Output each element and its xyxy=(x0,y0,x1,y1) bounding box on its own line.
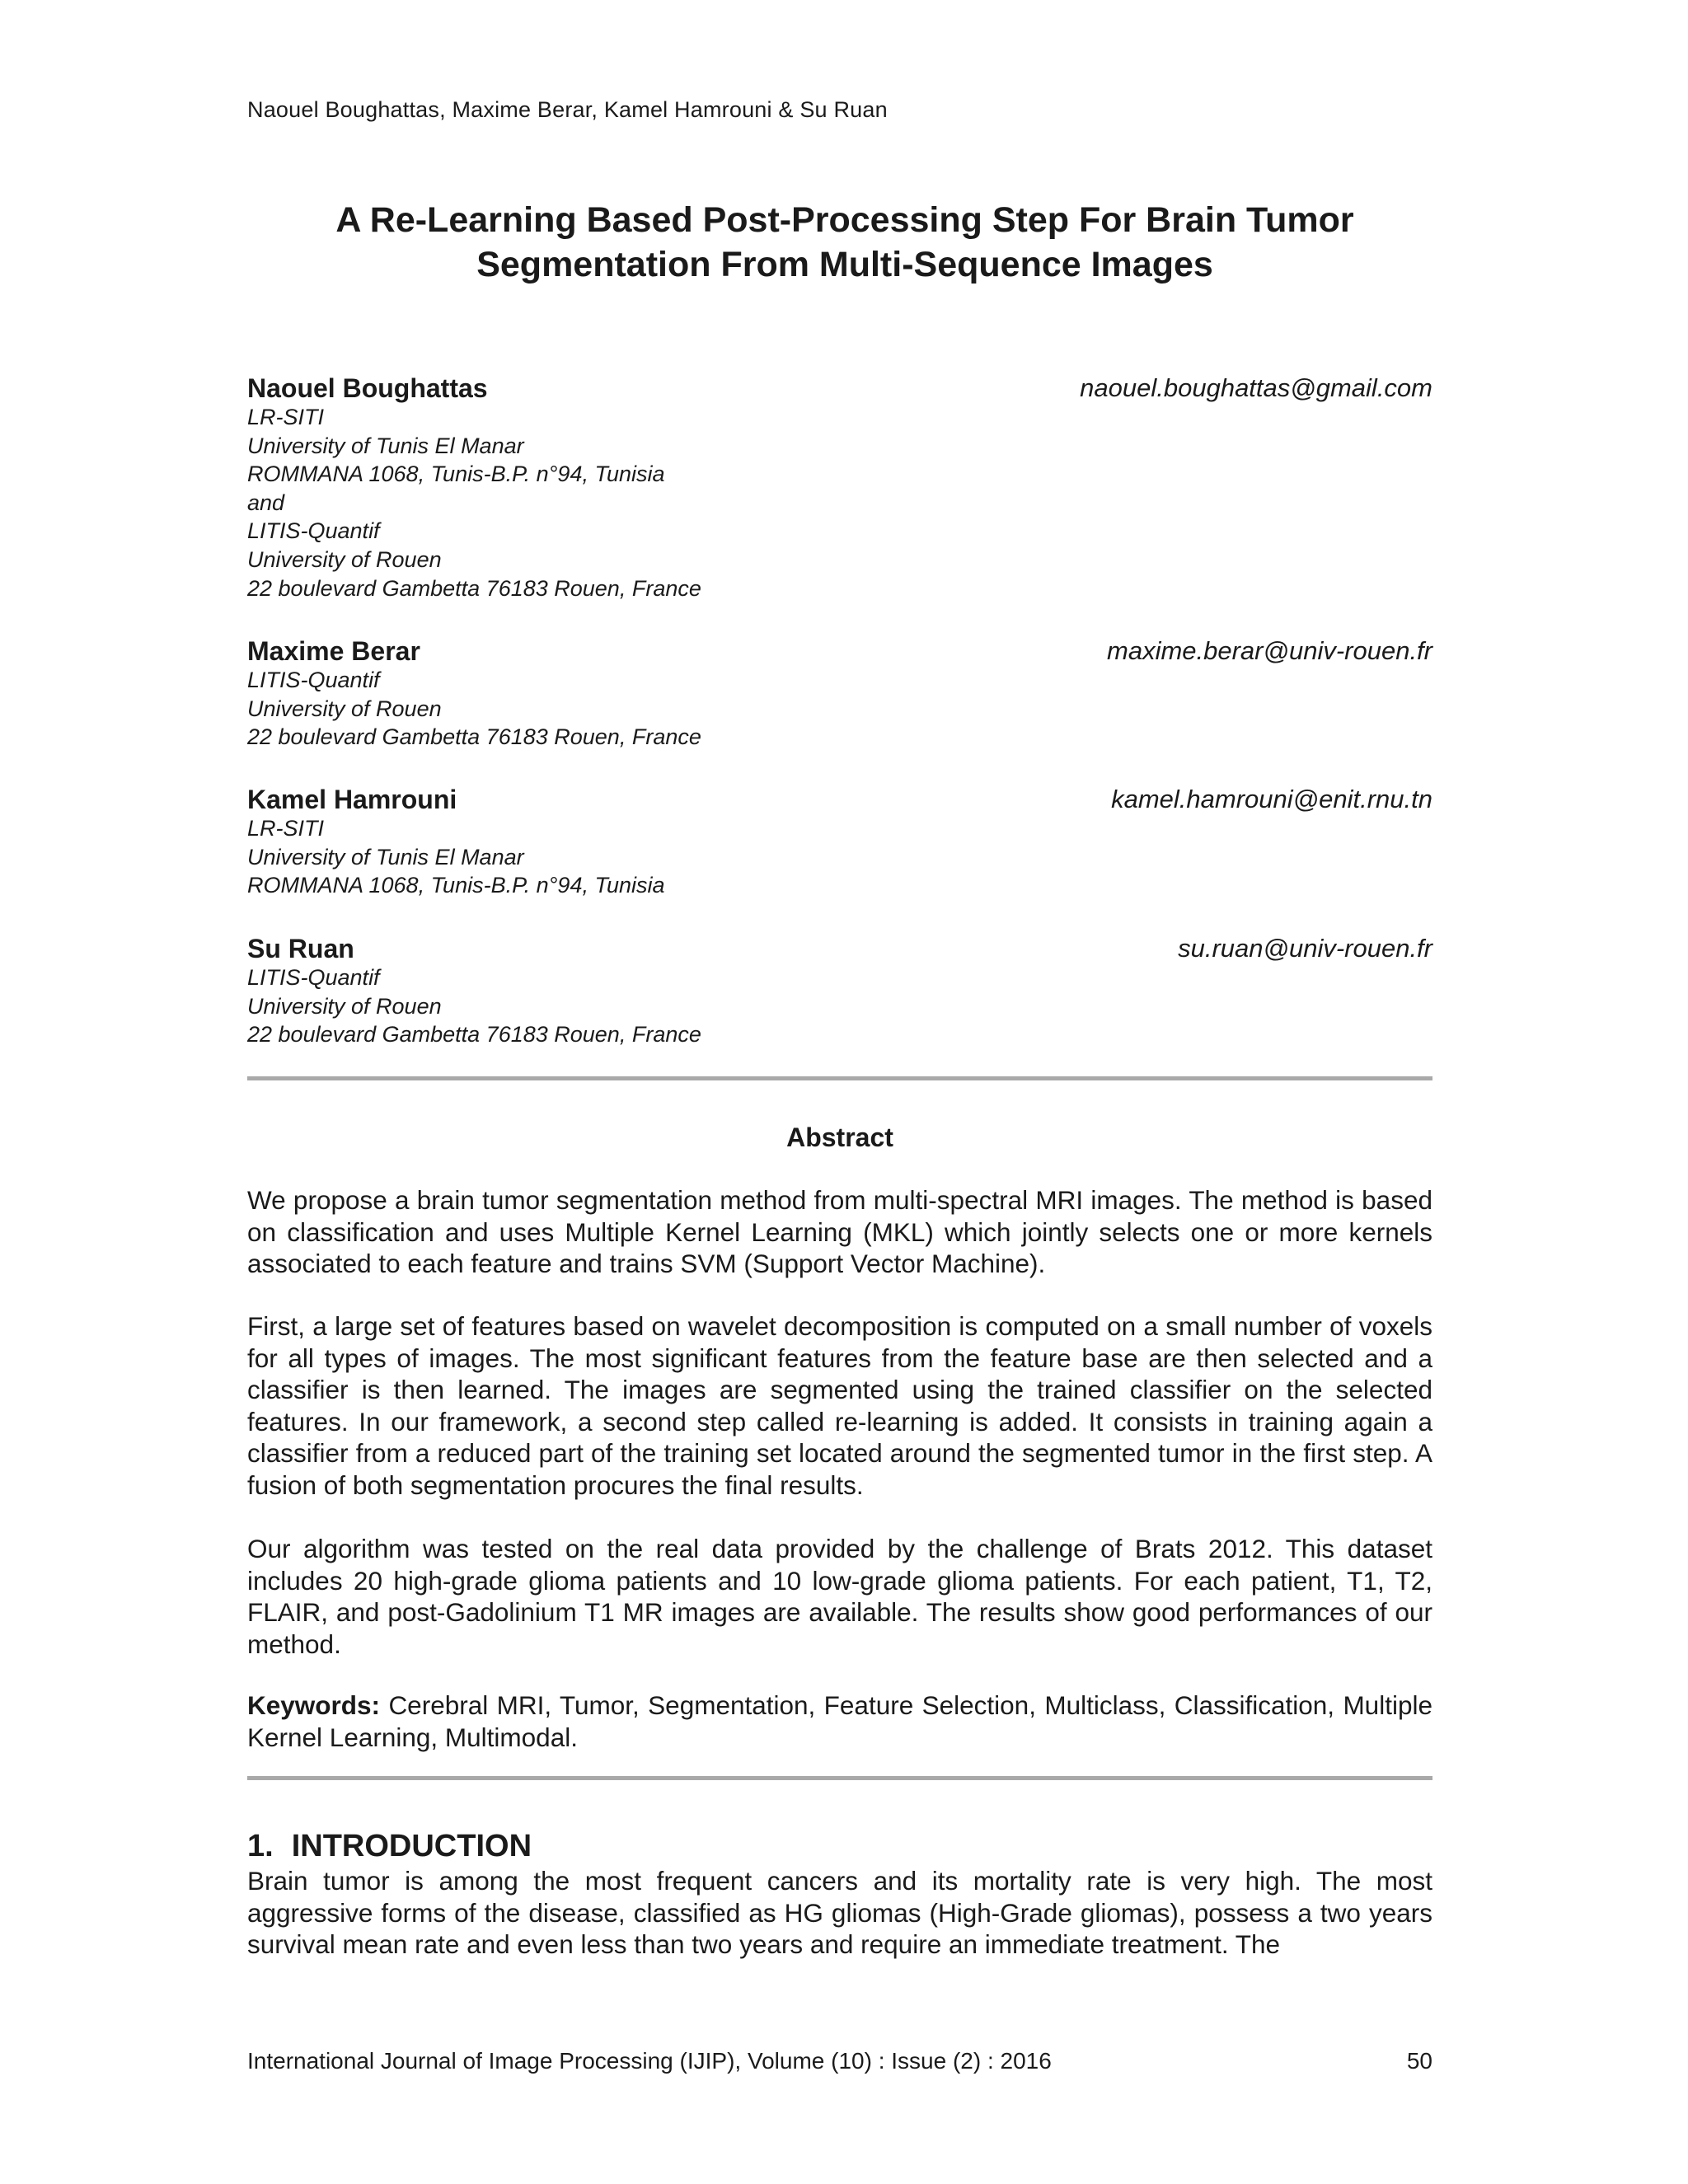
author-name: Su Ruan xyxy=(247,934,354,963)
affiliation-line: and xyxy=(247,490,285,515)
author-block-3 xyxy=(247,785,1432,900)
abstract-paragraph-3: Our algorithm was tested on the real data provided by the challenge of Brats 2012. This dataset includes 20 high-grade glioma patients and 10 low-grade glioma patients. For each patient, T1, T2, FLAIR, and post-Gadolinium T1 MR images are available. The results show good performances of our method. xyxy=(247,1534,1432,1659)
keywords-label: Keywords: xyxy=(247,1690,381,1720)
author-email[interactable]: kamel.hamrouni@enit.rnu.tn xyxy=(1111,785,1432,813)
abstract-paragraph-2: First, a large set of features based on wavelet decomposition is computed on a small number of voxels for all types of images. The most significant features from the feature base are then selected and a classifier is then learned. The images are segmented using the trained classifier on the selected features. In our framework, a second step called re-learning is added. It consists in training again a classifier from a reduced part of the training set located around the segmented tumor in the first step. A fusion of both segmentation procures the final results. xyxy=(247,1311,1432,1500)
affiliation-line: LR-SITI xyxy=(247,816,325,841)
author-block-4 xyxy=(247,934,1432,1049)
affiliation-line: University of Tunis El Manar xyxy=(247,844,524,869)
author-block-1 xyxy=(247,373,1432,602)
affiliation-line: University of Tunis El Manar xyxy=(247,433,524,458)
title-line-2: Segmentation From Multi-Sequence Images xyxy=(476,245,1213,284)
title-line-1: A Re-Learning Based Post-Processing Step For Brain Tumor xyxy=(335,200,1354,240)
affiliation-line: LR-SITI xyxy=(247,405,325,429)
affiliation-line: ROMMANA 1068, Tunis-B.P. n°94, Tunisia xyxy=(247,873,665,898)
affiliation-line: 22 boulevard Gambetta 76183 Rouen, France xyxy=(247,1022,701,1047)
author-name: Kamel Hamrouni xyxy=(247,785,457,814)
page-number: 50 xyxy=(1406,2048,1432,2074)
author-affiliation xyxy=(247,403,1432,602)
page-footer xyxy=(247,2047,1432,2075)
author-affiliation xyxy=(247,963,1432,1049)
introduction-paragraph: Brain tumor is among the most frequent cancers and its mortality rate is very high. The most aggressive forms of the disease, classified as HG gliomas (High-Grade gliomas), possess a two years survival mean rate and even less than two years and require an immediate treatment. The xyxy=(247,1866,1432,1960)
abstract-heading: Abstract xyxy=(786,1122,893,1152)
section-title: INTRODUCTION xyxy=(291,1829,532,1863)
section-heading-introduction xyxy=(247,1828,532,1864)
author-block-2 xyxy=(247,636,1432,752)
author-name: Naouel Boughattas xyxy=(247,373,488,403)
affiliation-line: University of Rouen xyxy=(247,696,442,721)
divider-top xyxy=(247,1076,1432,1080)
affiliation-line: LITIS-Quantif xyxy=(247,965,380,990)
affiliation-line: University of Rouen xyxy=(247,993,442,1019)
author-email[interactable]: maxime.berar@univ-rouen.fr xyxy=(1107,636,1432,665)
affiliation-line: LITIS-Quantif xyxy=(247,668,380,692)
author-email[interactable]: su.ruan@univ-rouen.fr xyxy=(1178,934,1432,963)
affiliation-line: 22 boulevard Gambetta 76183 Rouen, France xyxy=(247,724,701,750)
keywords-text: Cerebral MRI, Tumor, Segmentation, Feature Selection, Multiclass, Classification, Multiple Kernel Learning, Multimodal. xyxy=(247,1690,1432,1752)
affiliation-line: University of Rouen xyxy=(247,546,442,572)
divider-bottom xyxy=(247,1776,1432,1780)
keywords xyxy=(247,1690,1432,1753)
abstract-paragraph-1: We propose a brain tumor segmentation method from multi-spectral MRI images. The method is based on classification and uses Multiple Kernel Learning (MKL) which jointly selects one or more kernels associated to each feature and trains SVM (Support Vector Machine). xyxy=(247,1185,1432,1279)
section-number: 1. xyxy=(247,1829,274,1863)
author-affiliation xyxy=(247,666,1432,752)
affiliation-line: ROMMANA 1068, Tunis-B.P. n°94, Tunisia xyxy=(247,462,665,487)
affiliation-line: 22 boulevard Gambetta 76183 Rouen, France xyxy=(247,575,701,601)
author-name: Maxime Berar xyxy=(247,636,420,666)
author-email[interactable]: naouel.boughattas@gmail.com xyxy=(1080,373,1432,402)
author-affiliation xyxy=(247,814,1432,900)
journal-citation: International Journal of Image Processing (IJIP), Volume (10) : Issue (2) : 2016 xyxy=(247,2048,1052,2074)
running-header: Naouel Boughattas, Maxime Berar, Kamel Hamrouni & Su Ruan xyxy=(247,97,888,122)
paper-title xyxy=(165,198,1525,287)
affiliation-line: LITIS-Quantif xyxy=(247,518,380,544)
